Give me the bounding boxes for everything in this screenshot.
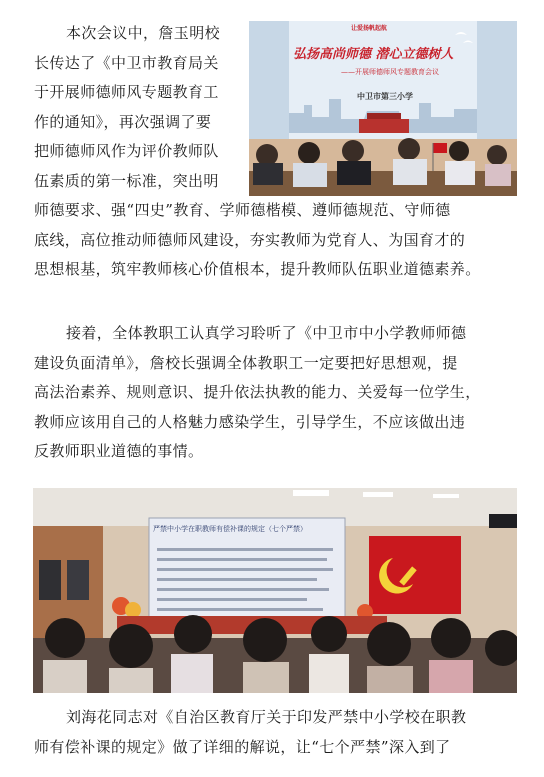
text-line: 作的通知》，再次强调了要 bbox=[34, 112, 212, 131]
paragraph-3 bbox=[34, 703, 518, 762]
banner-small-text: 让爱扬帆起航 bbox=[351, 25, 388, 32]
text-line: 于开展师德师风专题教育工 bbox=[34, 83, 219, 101]
text-line: 师有偿补课的规定》做了详细的解说，让“七个严禁”深入到了 bbox=[34, 737, 451, 756]
text-line: 把师德师风作为评价教师队 bbox=[34, 142, 219, 160]
paragraph-2 bbox=[34, 319, 518, 467]
meeting-photo bbox=[249, 21, 517, 196]
text-line: 师德要求、强“四史”教育、学师德楷模、遵师德规范、守师德 bbox=[34, 201, 451, 219]
text-line: 长传达了《中卫市教育局关 bbox=[34, 53, 219, 72]
text-line: 本次会议中，詹玉明校 bbox=[66, 24, 221, 42]
text-line: 刘海花同志对《自治区教育厅关于印发严禁中小学校在职教 bbox=[66, 708, 467, 726]
screen-title-text: 严禁中小学在职教师有偿补课的规定（七个严禁） bbox=[153, 525, 307, 533]
text-line: 高法治素养、规则意识、提升依法执教的能力、关爱每一位学生， bbox=[34, 383, 481, 401]
banner-school-text: 中卫市第三小学 bbox=[357, 92, 413, 101]
text-line: 伍素质的第一标准，突出明 bbox=[34, 171, 219, 190]
banner-sub-text: ——开展师德师风专题教育会议 bbox=[341, 68, 439, 76]
text-line: 教师应该用自己的人格魅力感染学生，引导学生，不应该做出违 bbox=[34, 412, 466, 431]
hall-photo-graphic bbox=[33, 488, 517, 693]
text-line: 接着，全体教职工认真学习聆听了《中卫市中小学教师师德 bbox=[66, 324, 467, 342]
text-line: 反教师职业道德的事情。 bbox=[34, 442, 204, 460]
text-line: 底线，高位推动师德师风建设，夯实教师为党育人、为国育才的 bbox=[34, 230, 466, 249]
text-line: 建设负面清单》，詹校长强调全体教职工一定要把好思想观，提 bbox=[34, 353, 458, 372]
banner-main-text: 弘扬高尚师德 潜心立德树人 bbox=[293, 47, 454, 62]
text-line: 思想根基，筑牢教师核心价值根本，提升教师队伍职业道德素养。 bbox=[34, 260, 481, 278]
hall-photo bbox=[33, 488, 517, 693]
